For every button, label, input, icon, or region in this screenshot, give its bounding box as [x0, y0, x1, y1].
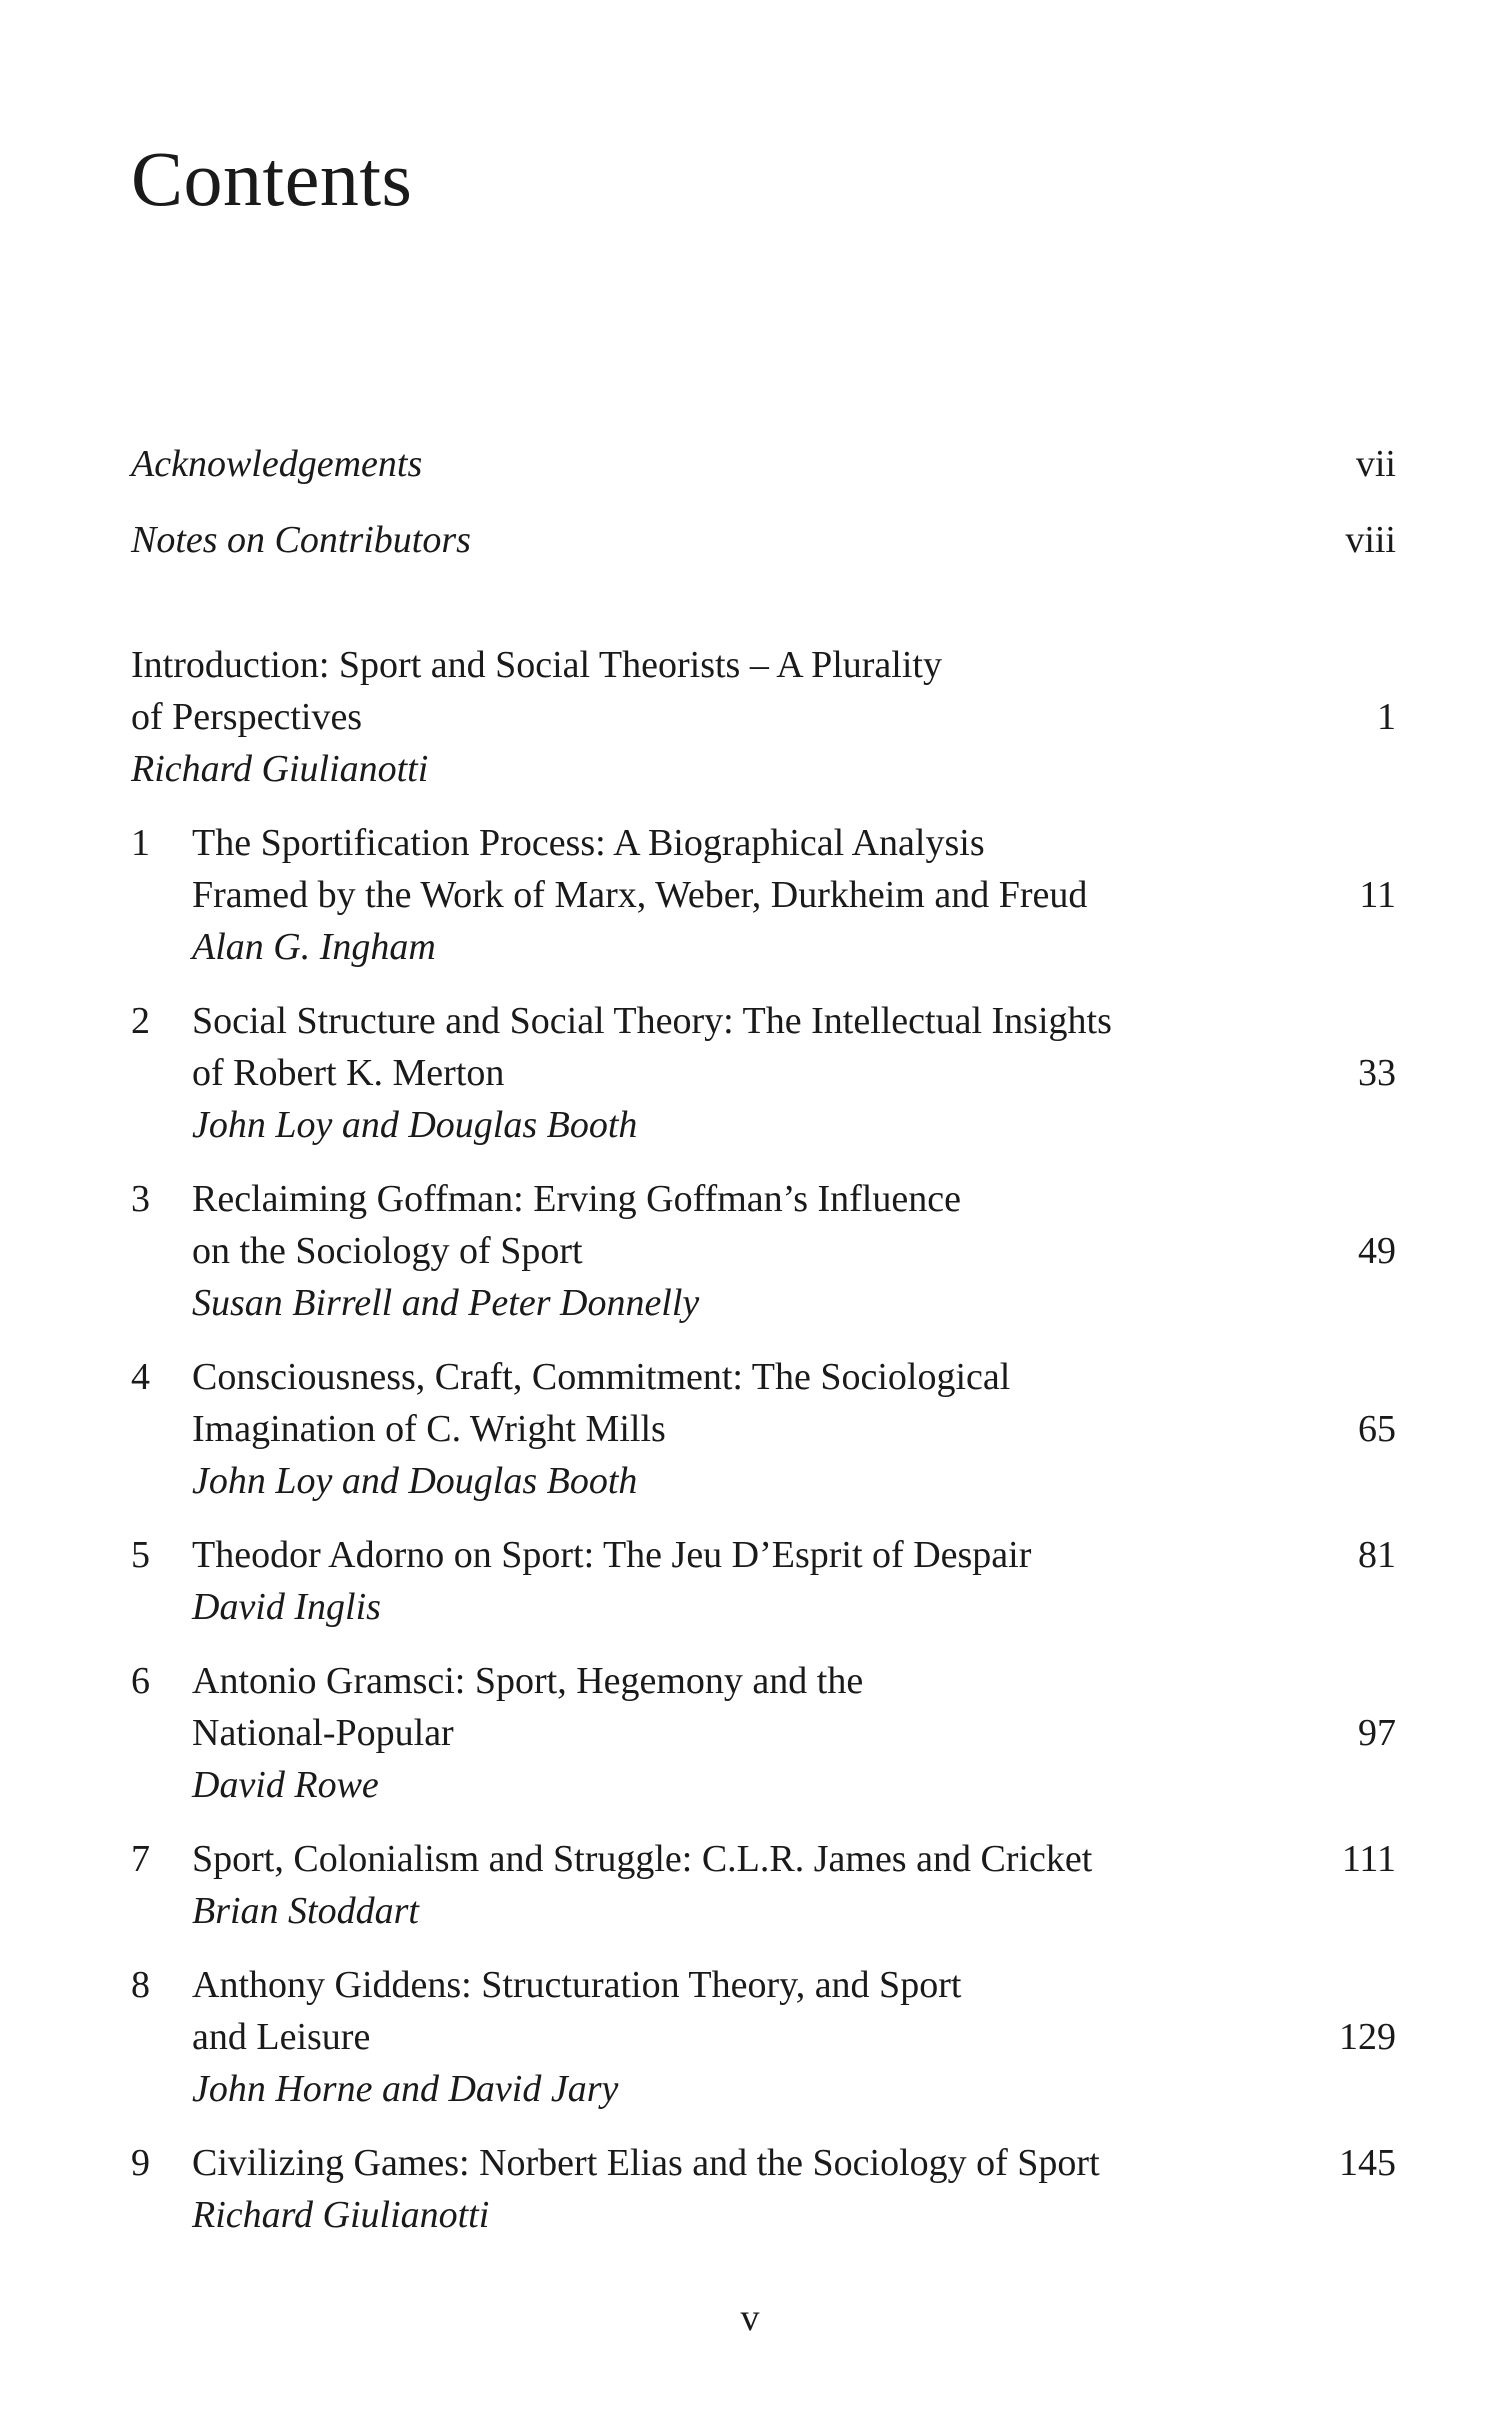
toc-entry-page: 81	[1358, 1534, 1396, 1576]
toc-entry-author: Susan Birrell and Peter Donnelly	[192, 1282, 700, 1324]
table-of-contents	[131, 438, 1396, 2241]
toc-entry-title-line: Antonio Gramsci: Sport, Hegemony and the	[192, 1660, 864, 1702]
toc-entry-title-line: Introduction: Sport and Social Theorists – A Plurality	[131, 644, 942, 686]
toc-entry-chapter-9[interactable]	[131, 2137, 1396, 2241]
chapter-number: 2	[131, 1000, 150, 1042]
chapter-number: 5	[131, 1534, 150, 1576]
toc-entry-page: vii	[1355, 443, 1396, 485]
page-number: v	[740, 2297, 760, 2339]
chapter-number: 9	[131, 2142, 150, 2184]
toc-entry-chapter-2[interactable]	[131, 995, 1396, 1151]
toc-entry-chapter-4[interactable]	[131, 1351, 1396, 1507]
toc-entry-page: viii	[1345, 519, 1396, 561]
toc-entry-author: John Loy and Douglas Booth	[192, 1460, 638, 1502]
toc-entry-chapter-1[interactable]	[131, 817, 1396, 973]
toc-entry-title-line: Reclaiming Goffman: Erving Goffman’s Influence	[192, 1178, 961, 1220]
toc-entry-introduction[interactable]	[131, 639, 1396, 795]
chapter-number: 6	[131, 1660, 150, 1702]
toc-entry-page: 111	[1341, 1838, 1396, 1880]
toc-entry-title-line: Framed by the Work of Marx, Weber, Durkheim and Freud	[192, 874, 1088, 916]
toc-entry-notes-on-contributors[interactable]	[131, 514, 1396, 566]
toc-entry-title-line: Consciousness, Craft, Commitment: The Sociological	[192, 1356, 1011, 1398]
chapter-number: 7	[131, 1838, 150, 1880]
toc-entry-page: 33	[1358, 1052, 1396, 1094]
toc-entry-author: Alan G. Ingham	[192, 926, 436, 968]
toc-entry-page: 65	[1358, 1408, 1396, 1450]
toc-entry-chapter-7[interactable]	[131, 1833, 1396, 1937]
toc-entry-title-line: Anthony Giddens: Structuration Theory, and Sport	[192, 1964, 962, 2006]
toc-entry-title-line: on the Sociology of Sport	[192, 1230, 583, 1272]
toc-entry-page: 11	[1359, 874, 1396, 916]
toc-entry-chapter-6[interactable]	[131, 1655, 1396, 1811]
toc-entry-author: John Horne and David Jary	[192, 2068, 619, 2110]
toc-entry-title-line: of Robert K. Merton	[192, 1052, 505, 1094]
toc-entry-page: 49	[1358, 1230, 1396, 1272]
chapter-number: 8	[131, 1964, 150, 2006]
toc-entry-page: 129	[1339, 2016, 1396, 2058]
toc-entry-chapter-5[interactable]	[131, 1529, 1396, 1633]
toc-entry-title: Acknowledgements	[131, 443, 423, 485]
toc-entry-author: Richard Giulianotti	[131, 748, 429, 790]
chapter-number: 1	[131, 822, 150, 864]
toc-entry-title: Notes on Contributors	[131, 519, 471, 561]
page-title: Contents	[131, 135, 413, 222]
toc-entry-page: 145	[1339, 2142, 1396, 2184]
toc-entry-title-line: Civilizing Games: Norbert Elias and the Sociology of Sport	[192, 2142, 1100, 2184]
toc-entry-title-line: The Sportification Process: A Biographical Analysis	[192, 822, 985, 864]
toc-entry-title-line: and Leisure	[192, 2016, 371, 2058]
toc-entry-chapter-8[interactable]	[131, 1959, 1396, 2115]
toc-entry-title-line: Imagination of C. Wright Mills	[192, 1408, 666, 1450]
toc-entry-title-line: of Perspectives	[131, 696, 363, 738]
toc-entry-author: Brian Stoddart	[192, 1890, 419, 1932]
toc-entry-page: 97	[1358, 1712, 1396, 1754]
toc-entry-chapter-3[interactable]	[131, 1173, 1396, 1329]
toc-entry-title-line: National-Popular	[192, 1712, 454, 1754]
toc-entry-title-line: Theodor Adorno on Sport: The Jeu D’Esprit of Despair	[192, 1534, 1032, 1576]
chapter-number: 4	[131, 1356, 150, 1398]
toc-entry-author: Richard Giulianotti	[192, 2194, 490, 2236]
toc-entry-page: 1	[1377, 696, 1396, 738]
toc-entry-author: David Rowe	[192, 1764, 379, 1806]
toc-entry-acknowledgements[interactable]	[131, 438, 1396, 490]
toc-entry-title-line: Social Structure and Social Theory: The Intellectual Insights	[192, 1000, 1112, 1042]
toc-entry-author: John Loy and Douglas Booth	[192, 1104, 638, 1146]
chapter-number: 3	[131, 1178, 150, 1220]
toc-entry-title-line: Sport, Colonialism and Struggle: C.L.R. James and Cricket	[192, 1838, 1093, 1880]
toc-entry-author: David Inglis	[192, 1586, 381, 1628]
